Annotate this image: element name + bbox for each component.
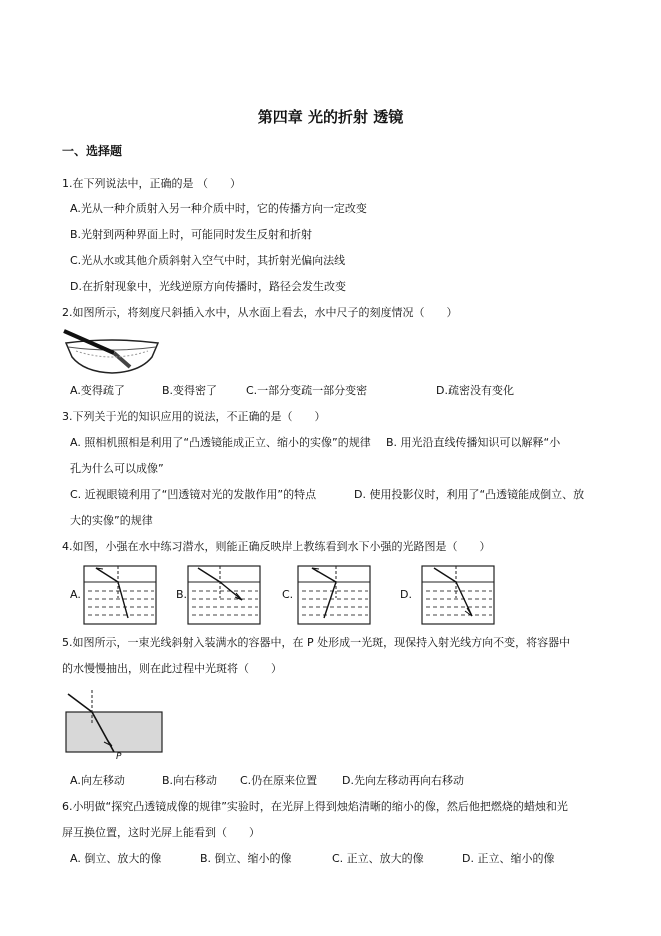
bowl-ruler-figure [62,327,162,375]
q1-option-b: B.光射到两种界面上时，可能同时发生反射和折射 [70,228,313,241]
q5-option-b: B.向右移动 [162,774,218,787]
q3-option-d-line2: 大的实像”的规律 [70,514,153,527]
q4-option-b: B. [176,588,188,601]
q6-stem-line1: 6.小明做“探究凸透镜成像的规律”实验时，在光屏上得到烛焰清晰的缩小的像，然后他把燃烧的蜡烛和光 [62,800,568,813]
q4-stem: 4.如图，小强在水中练习潜水，则能正确反映岸上教练看到水下小强的光路图是（ ） [62,540,491,553]
q6-option-a: A. 倒立、放大的像 [70,852,162,865]
q2-option-c: C.一部分变疏一部分变密 [246,384,368,397]
q3-option-b-line2: 孔为什么可以成像” [70,462,164,475]
q2-option-a: A.变得疏了 [70,384,125,397]
q3-option-b-line1: B. 用光沿直线传播知识可以解释“小 [386,436,561,449]
q2-stem: 2.如图所示，将刻度尺斜插入水中，从水面上看去，水中尺子的刻度情况（ ） [62,306,458,319]
q6-stem-line2: 屏互换位置，这时光屏上能看到（ ） [62,826,260,839]
q3-stem: 3.下列关于光的知识应用的说法，不正确的是（ ） [62,410,326,423]
q4-diagram-b [186,564,262,626]
q1-option-a: A.光从一种介质射入另一种介质中时，它的传播方向一定改变 [70,202,367,215]
q4-option-a: A. [70,588,81,601]
q3-option-d-line1: D. 使用投影仪时，利用了“凸透镜能成倒立、放 [354,488,585,501]
section-heading: 一、选择题 [62,144,123,158]
q6-option-c: C. 正立、放大的像 [332,852,424,865]
q2-option-b: B.变得密了 [162,384,218,397]
q1-option-d: D.在折射现象中，光线逆原方向传播时，路径会发生改变 [70,280,346,293]
q3-option-a: A. 照相机照相是利用了“凸透镜能成正立、缩小的实像”的规律 [70,436,371,449]
q4-option-d: D. [400,588,412,601]
q4-diagram-c [296,564,372,626]
q5-stem-line1: 5.如图所示，一束光线斜射入装满水的容器中，在 P 处形成一光斑，现保持入射光线方向不变，将容器中 [62,636,571,649]
page-title: 第四章 光的折射 透镜 [257,108,404,126]
q2-option-d: D.疏密没有变化 [436,384,514,397]
q3-option-c: C. 近视眼镜利用了“凹透镜对光的发散作用”的特点 [70,488,317,501]
q4-option-c: C. [282,588,294,601]
q5-stem-line2: 的水慢慢抽出，则在此过程中光斑将（ ） [62,662,282,675]
q4-diagram-d [420,564,496,626]
q6-option-d: D. 正立、缩小的像 [462,852,555,865]
q4-diagram-a [82,564,158,626]
q5-option-d: D.先向左移动再向右移动 [342,774,464,787]
q5-option-a: A.向左移动 [70,774,125,787]
q1-stem: 1.在下列说法中，正确的是 （ ） [62,177,241,190]
q5-option-c: C.仍在原来位置 [240,774,318,787]
q1-option-c: C.光从水或其他介质斜射入空气中时，其折射光偏向法线 [70,254,346,267]
container-refraction-figure [64,688,164,764]
q6-option-b: B. 倒立、缩小的像 [200,852,292,865]
point-p-label: P [116,752,122,762]
